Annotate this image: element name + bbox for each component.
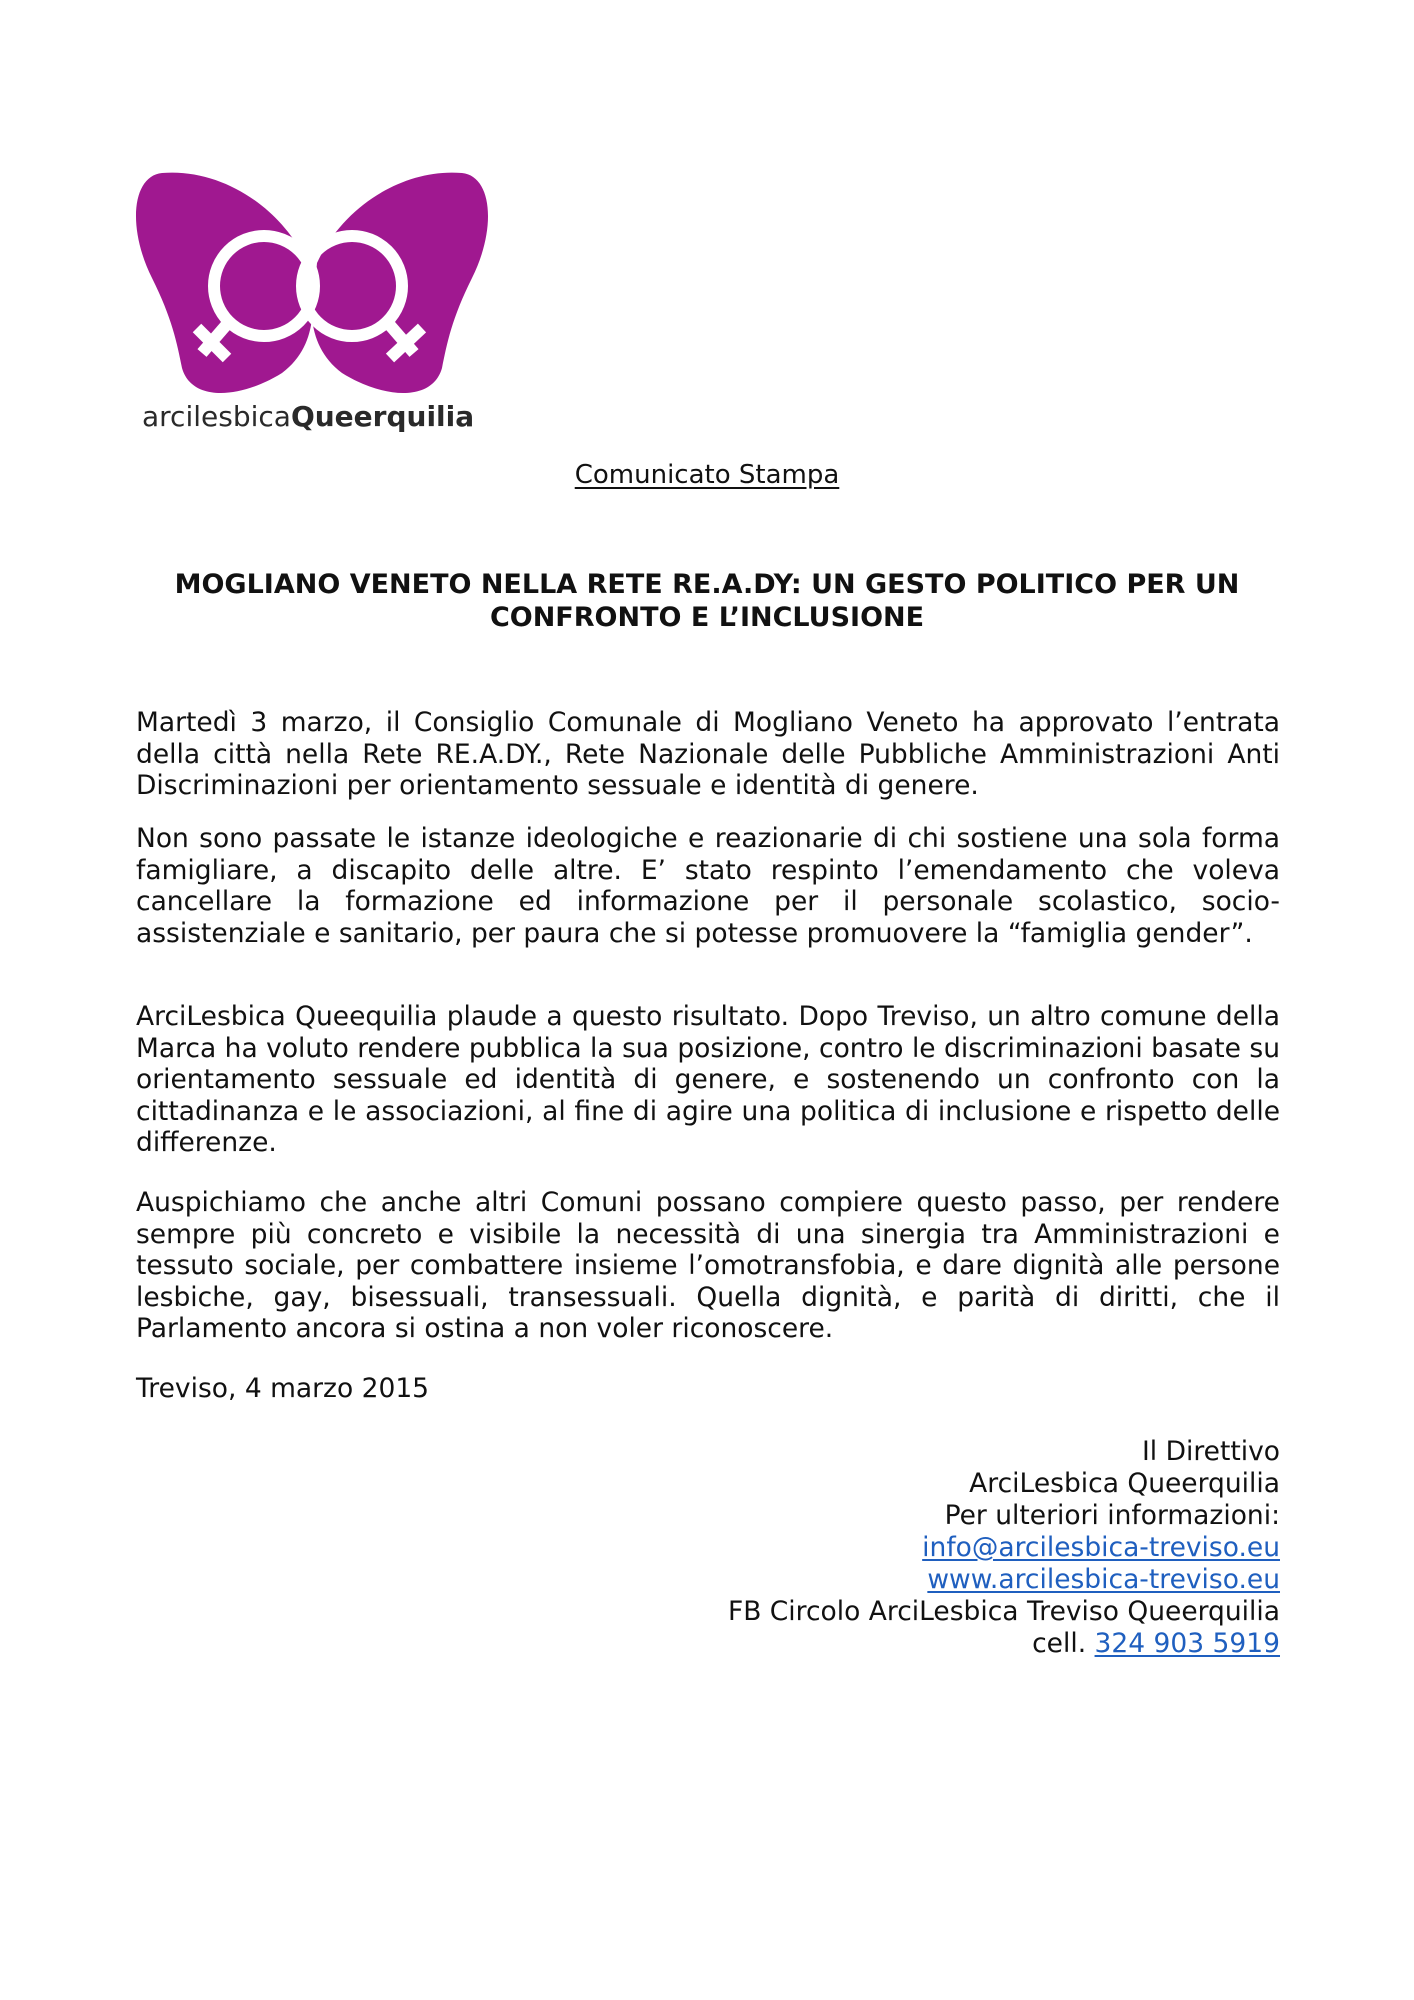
paragraph-text: Auspichiamo che anche altri Comuni possano compiere questo passo, per rendere sempre più concreto e visibile la necessità di una sinergia tra Amministrazioni e tessuto sociale, per combattere insieme l’omotransfobia, e dare dignità alle persone lesbiche, gay, bisessuali, transessuali. Quella dignità, e parità di diritti, che il Parlamento ancora si ostina a non voler riconoscere.: [136, 1187, 1280, 1344]
date-line: Treviso, 4 marzo 2015: [136, 1373, 430, 1404]
title-line-2: CONFRONTO E L’INCLUSIONE: [489, 602, 925, 633]
logo-text-strong: Queerquilia: [290, 400, 475, 433]
phone-label: cell.: [1032, 1628, 1095, 1659]
paragraph-2: [136, 823, 1280, 949]
paragraph-text: Martedì 3 marzo, il Consiglio Comunale di Mogliano Veneto ha approvato l’entrata della città nella Rete RE.A.DY., Rete Nazionale delle Pubbliche Amministrazioni Anti Discriminazioni per orientamento sessuale e identità di genere.: [136, 707, 1280, 801]
phone-line: [580, 1628, 1280, 1660]
signature-line-3: Per ulteriori informazioni:: [944, 1500, 1280, 1531]
logo-text: [142, 400, 474, 433]
website-link[interactable]: www.arcilesbica-treviso.eu: [927, 1564, 1280, 1595]
document-heading: [0, 460, 1414, 490]
logo: [132, 168, 492, 438]
paragraph-4: [136, 1187, 1280, 1345]
press-release-title: [140, 568, 1274, 634]
signature-line-2: ArciLesbica Queerquilia: [969, 1468, 1280, 1499]
title-line-1: MOGLIANO VENETO NELLA RETE RE.A.DY: UN GESTO POLITICO PER UN: [174, 569, 1240, 600]
email-link[interactable]: info@arcilesbica-treviso.eu: [922, 1532, 1280, 1563]
logo-text-prefix: arcilesbica: [142, 400, 291, 433]
paragraph-text: Non sono passate le istanze ideologiche e reazionarie di chi sostiene una sola forma famigliare, a discapito delle altre. E’ stato respinto l’emendamento che voleva cancellare la formazione ed informazione per il personale scolastico, socio-assistenziale e sanitario, per paura che si potesse promuovere la “famiglia gender”.: [136, 823, 1280, 949]
facebook-line: FB Circolo ArciLesbica Treviso Queerquilia: [727, 1596, 1280, 1627]
paragraph-1: [136, 707, 1280, 802]
paragraph-3: [136, 1001, 1280, 1159]
phone-link[interactable]: 324 903 5919: [1094, 1628, 1280, 1659]
heading-text: Comunicato Stampa: [574, 460, 840, 490]
paragraph-text: ArciLesbica Queequilia plaude a questo risultato. Dopo Treviso, un altro comune della Marca ha voluto rendere pubblica la sua posizione, contro le discriminazioni basate su orientamento sessuale ed identità di genere, e sostenendo un confronto con la cittadinanza e le associazioni, al fine di agire una politica di inclusione e rispetto delle differenze.: [136, 1001, 1280, 1158]
butterfly-icon: [132, 168, 492, 398]
signature-block: [580, 1436, 1280, 1660]
signature-line-1: Il Direttivo: [1141, 1436, 1280, 1467]
